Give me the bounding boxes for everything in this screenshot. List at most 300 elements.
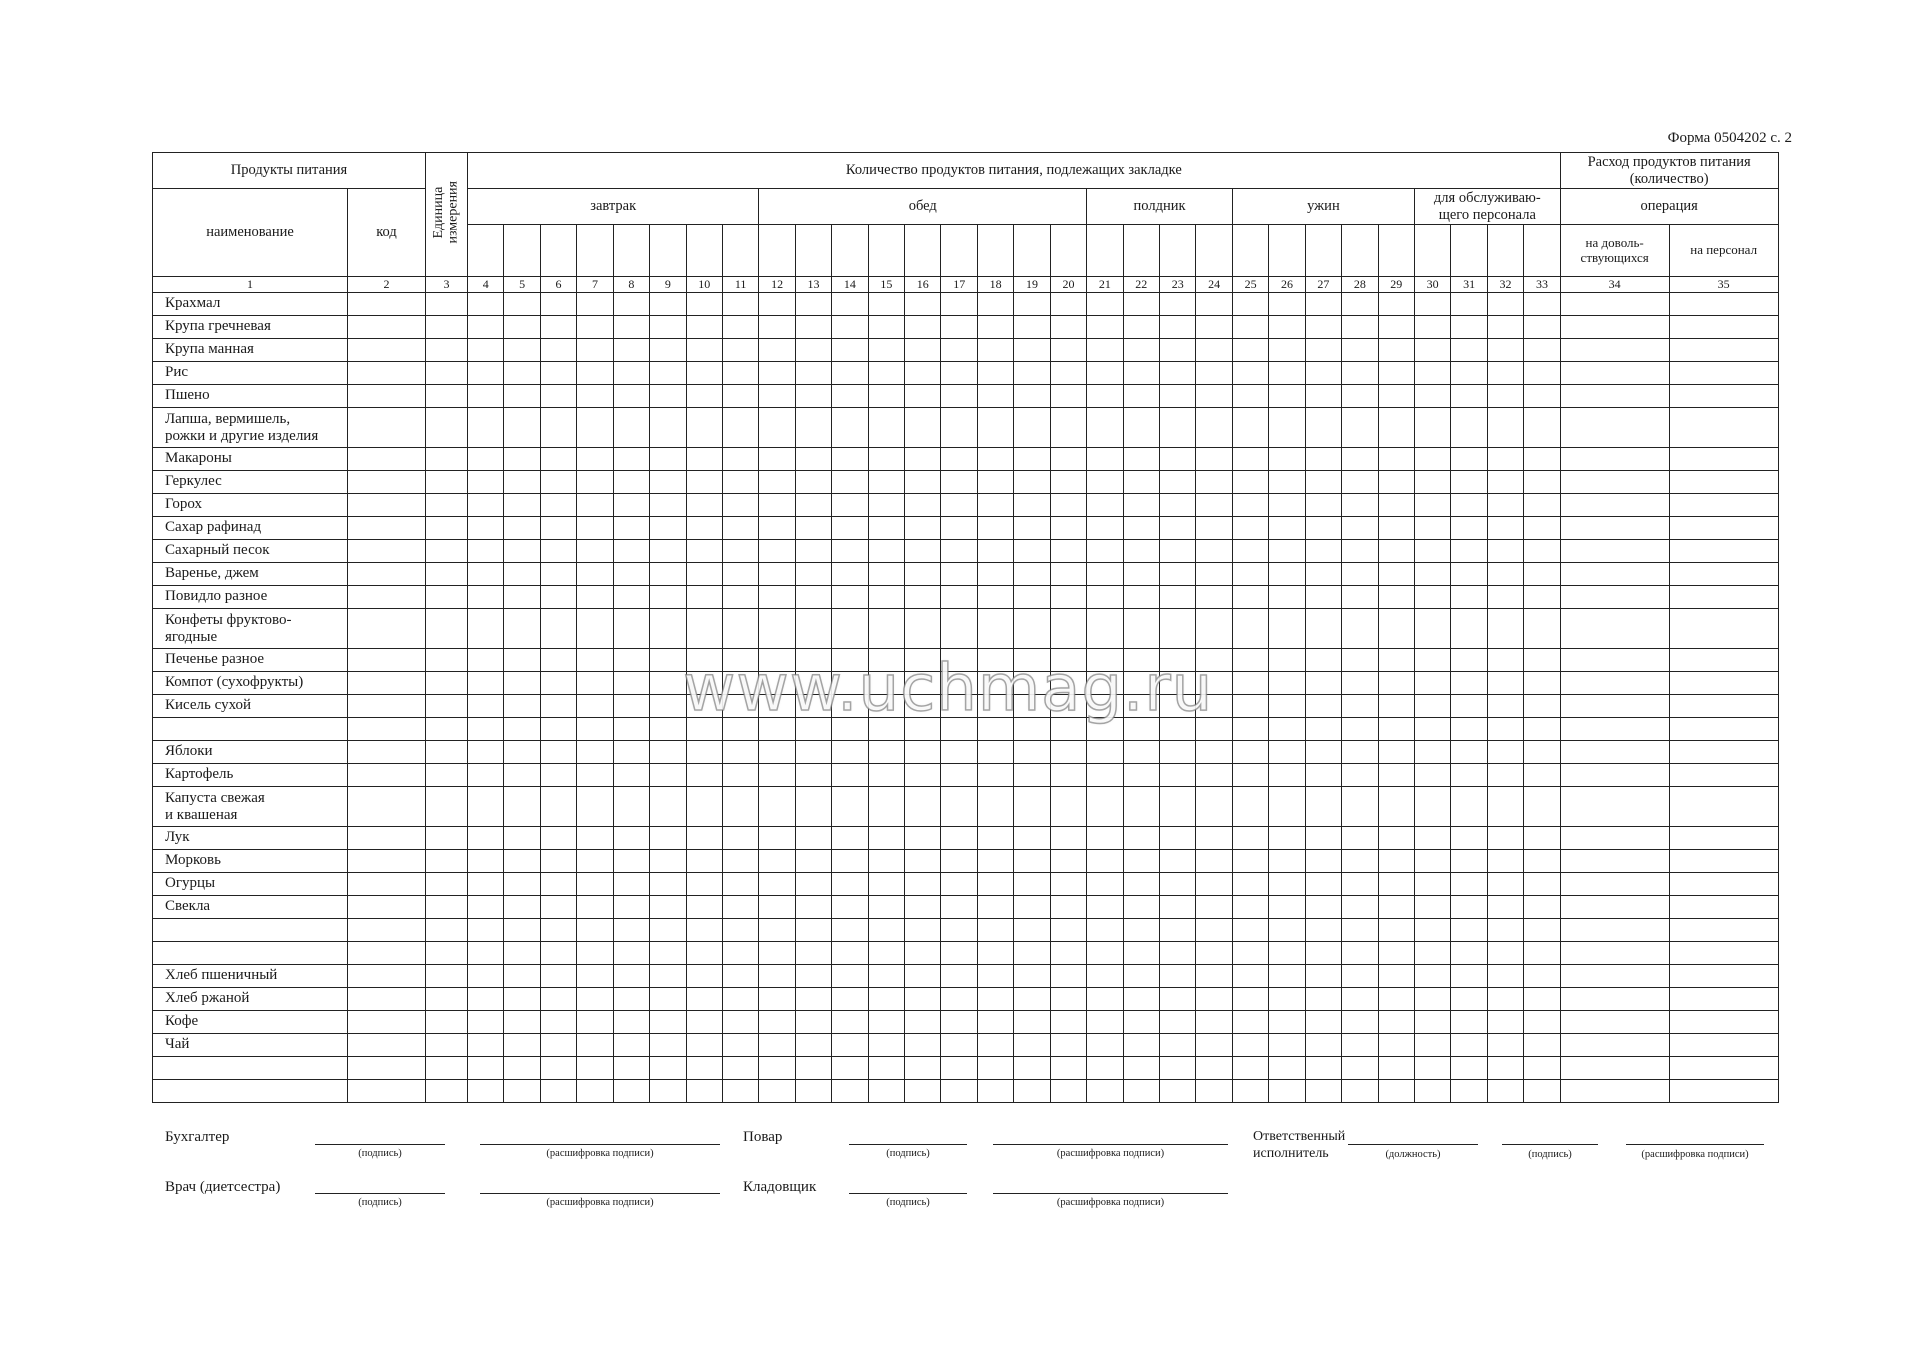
- value-cell[interactable]: [650, 741, 686, 764]
- cook-decode-line[interactable]: [993, 1144, 1228, 1145]
- value-cell[interactable]: [832, 339, 868, 362]
- value-cell[interactable]: [722, 339, 758, 362]
- value-cell[interactable]: [468, 764, 504, 787]
- value-cell[interactable]: [1232, 1034, 1268, 1057]
- value-cell[interactable]: [1087, 672, 1123, 695]
- value-cell[interactable]: [1342, 408, 1378, 448]
- value-cell[interactable]: [1050, 896, 1086, 919]
- value-cell[interactable]: [1451, 896, 1487, 919]
- value-cell[interactable]: [1232, 339, 1268, 362]
- value-cell[interactable]: [832, 965, 868, 988]
- value-cell[interactable]: [686, 919, 722, 942]
- value-cell[interactable]: [832, 293, 868, 316]
- value-cell[interactable]: [905, 718, 941, 741]
- value-cell[interactable]: [613, 316, 649, 339]
- value-cell[interactable]: [868, 764, 904, 787]
- value-cell[interactable]: [1232, 718, 1268, 741]
- value-cell[interactable]: [1524, 609, 1560, 649]
- value-cell[interactable]: [650, 850, 686, 873]
- value-cell[interactable]: [1123, 873, 1159, 896]
- value-cell[interactable]: [1232, 563, 1268, 586]
- value-cell[interactable]: [1524, 586, 1560, 609]
- value-cell[interactable]: [868, 741, 904, 764]
- value-cell[interactable]: [868, 339, 904, 362]
- value-cell[interactable]: [1669, 339, 1778, 362]
- value-cell[interactable]: [650, 764, 686, 787]
- value-cell[interactable]: [1560, 293, 1669, 316]
- value-cell[interactable]: [504, 448, 540, 471]
- value-cell[interactable]: [722, 586, 758, 609]
- value-cell[interactable]: [1342, 316, 1378, 339]
- value-cell[interactable]: [1305, 695, 1341, 718]
- value-cell[interactable]: [1269, 494, 1305, 517]
- value-cell[interactable]: [795, 787, 831, 827]
- value-cell[interactable]: [1560, 787, 1669, 827]
- value-cell[interactable]: [1087, 919, 1123, 942]
- value-cell[interactable]: [795, 408, 831, 448]
- value-cell[interactable]: [1123, 827, 1159, 850]
- unit-cell[interactable]: [426, 942, 468, 965]
- value-cell[interactable]: [905, 695, 941, 718]
- value-cell[interactable]: [650, 919, 686, 942]
- value-cell[interactable]: [1050, 672, 1086, 695]
- value-cell[interactable]: [1560, 448, 1669, 471]
- value-cell[interactable]: [977, 1034, 1013, 1057]
- value-cell[interactable]: [1451, 827, 1487, 850]
- value-cell[interactable]: [1560, 494, 1669, 517]
- value-cell[interactable]: [1305, 385, 1341, 408]
- value-cell[interactable]: [577, 649, 613, 672]
- unit-cell[interactable]: [426, 494, 468, 517]
- value-cell[interactable]: [868, 649, 904, 672]
- unit-cell[interactable]: [426, 988, 468, 1011]
- value-cell[interactable]: [650, 517, 686, 540]
- value-cell[interactable]: [759, 695, 795, 718]
- value-cell[interactable]: [722, 1057, 758, 1080]
- value-cell[interactable]: [1050, 408, 1086, 448]
- unit-cell[interactable]: [426, 362, 468, 385]
- value-cell[interactable]: [1305, 850, 1341, 873]
- value-cell[interactable]: [1269, 649, 1305, 672]
- value-cell[interactable]: [468, 1057, 504, 1080]
- value-cell[interactable]: [1014, 316, 1050, 339]
- value-cell[interactable]: [504, 718, 540, 741]
- unit-cell[interactable]: [426, 517, 468, 540]
- value-cell[interactable]: [1451, 448, 1487, 471]
- value-cell[interactable]: [977, 586, 1013, 609]
- value-cell[interactable]: [650, 896, 686, 919]
- value-cell[interactable]: [941, 1034, 977, 1057]
- value-cell[interactable]: [941, 672, 977, 695]
- value-cell[interactable]: [1487, 695, 1523, 718]
- responsible-signature-line[interactable]: [1502, 1144, 1598, 1145]
- value-cell[interactable]: [832, 1080, 868, 1103]
- value-cell[interactable]: [613, 385, 649, 408]
- value-cell[interactable]: [1487, 448, 1523, 471]
- value-cell[interactable]: [1123, 448, 1159, 471]
- value-cell[interactable]: [905, 741, 941, 764]
- value-cell[interactable]: [941, 316, 977, 339]
- value-cell[interactable]: [686, 362, 722, 385]
- value-cell[interactable]: [650, 942, 686, 965]
- value-cell[interactable]: [1087, 896, 1123, 919]
- value-cell[interactable]: [650, 718, 686, 741]
- value-cell[interactable]: [577, 471, 613, 494]
- unit-cell[interactable]: [426, 408, 468, 448]
- value-cell[interactable]: [1305, 1080, 1341, 1103]
- value-cell[interactable]: [504, 1034, 540, 1057]
- value-cell[interactable]: [905, 1080, 941, 1103]
- value-cell[interactable]: [1014, 1080, 1050, 1103]
- value-cell[interactable]: [977, 517, 1013, 540]
- value-cell[interactable]: [468, 1034, 504, 1057]
- value-cell[interactable]: [977, 672, 1013, 695]
- value-cell[interactable]: [1014, 586, 1050, 609]
- value-cell[interactable]: [1014, 563, 1050, 586]
- value-cell[interactable]: [1451, 988, 1487, 1011]
- value-cell[interactable]: [1378, 965, 1414, 988]
- value-cell[interactable]: [832, 827, 868, 850]
- value-cell[interactable]: [1451, 649, 1487, 672]
- value-cell[interactable]: [504, 896, 540, 919]
- value-cell[interactable]: [1560, 764, 1669, 787]
- code-cell[interactable]: [348, 965, 426, 988]
- value-cell[interactable]: [1196, 293, 1232, 316]
- value-cell[interactable]: [1232, 919, 1268, 942]
- value-cell[interactable]: [1196, 873, 1232, 896]
- value-cell[interactable]: [1451, 339, 1487, 362]
- value-cell[interactable]: [650, 408, 686, 448]
- value-cell[interactable]: [1305, 1011, 1341, 1034]
- value-cell[interactable]: [905, 563, 941, 586]
- value-cell[interactable]: [1196, 787, 1232, 827]
- value-cell[interactable]: [577, 873, 613, 896]
- value-cell[interactable]: [941, 517, 977, 540]
- value-cell[interactable]: [1414, 850, 1450, 873]
- value-cell[interactable]: [577, 827, 613, 850]
- value-cell[interactable]: [540, 517, 576, 540]
- value-cell[interactable]: [759, 896, 795, 919]
- value-cell[interactable]: [468, 919, 504, 942]
- value-cell[interactable]: [1342, 672, 1378, 695]
- value-cell[interactable]: [832, 362, 868, 385]
- value-cell[interactable]: [686, 586, 722, 609]
- value-cell[interactable]: [1050, 1057, 1086, 1080]
- value-cell[interactable]: [1196, 741, 1232, 764]
- doctor-signature-line[interactable]: [315, 1193, 445, 1194]
- value-cell[interactable]: [1560, 408, 1669, 448]
- value-cell[interactable]: [1451, 540, 1487, 563]
- value-cell[interactable]: [613, 764, 649, 787]
- value-cell[interactable]: [1123, 385, 1159, 408]
- value-cell[interactable]: [1487, 965, 1523, 988]
- value-cell[interactable]: [1524, 827, 1560, 850]
- value-cell[interactable]: [1451, 293, 1487, 316]
- value-cell[interactable]: [1669, 540, 1778, 563]
- value-cell[interactable]: [722, 741, 758, 764]
- value-cell[interactable]: [1305, 1057, 1341, 1080]
- value-cell[interactable]: [1014, 764, 1050, 787]
- value-cell[interactable]: [722, 385, 758, 408]
- value-cell[interactable]: [977, 293, 1013, 316]
- value-cell[interactable]: [1524, 1034, 1560, 1057]
- value-cell[interactable]: [1342, 718, 1378, 741]
- value-cell[interactable]: [1414, 695, 1450, 718]
- value-cell[interactable]: [795, 586, 831, 609]
- value-cell[interactable]: [905, 339, 941, 362]
- value-cell[interactable]: [722, 787, 758, 827]
- value-cell[interactable]: [1196, 448, 1232, 471]
- value-cell[interactable]: [1487, 942, 1523, 965]
- value-cell[interactable]: [468, 850, 504, 873]
- value-cell[interactable]: [1305, 919, 1341, 942]
- value-cell[interactable]: [504, 1057, 540, 1080]
- value-cell[interactable]: [1232, 408, 1268, 448]
- value-cell[interactable]: [1669, 293, 1778, 316]
- value-cell[interactable]: [905, 942, 941, 965]
- value-cell[interactable]: [1378, 540, 1414, 563]
- value-cell[interactable]: [1487, 1057, 1523, 1080]
- value-cell[interactable]: [1560, 517, 1669, 540]
- value-cell[interactable]: [1014, 1057, 1050, 1080]
- value-cell[interactable]: [1451, 1057, 1487, 1080]
- value-cell[interactable]: [686, 540, 722, 563]
- value-cell[interactable]: [1378, 316, 1414, 339]
- value-cell[interactable]: [1378, 741, 1414, 764]
- value-cell[interactable]: [1087, 494, 1123, 517]
- value-cell[interactable]: [1087, 942, 1123, 965]
- value-cell[interactable]: [468, 339, 504, 362]
- value-cell[interactable]: [1123, 586, 1159, 609]
- value-cell[interactable]: [1414, 316, 1450, 339]
- value-cell[interactable]: [1451, 316, 1487, 339]
- value-cell[interactable]: [1378, 827, 1414, 850]
- value-cell[interactable]: [1378, 718, 1414, 741]
- value-cell[interactable]: [540, 672, 576, 695]
- value-cell[interactable]: [504, 764, 540, 787]
- value-cell[interactable]: [1269, 385, 1305, 408]
- value-cell[interactable]: [1342, 787, 1378, 827]
- value-cell[interactable]: [468, 586, 504, 609]
- value-cell[interactable]: [1414, 1034, 1450, 1057]
- value-cell[interactable]: [540, 764, 576, 787]
- value-cell[interactable]: [613, 718, 649, 741]
- value-cell[interactable]: [1050, 1011, 1086, 1034]
- value-cell[interactable]: [759, 517, 795, 540]
- value-cell[interactable]: [468, 695, 504, 718]
- value-cell[interactable]: [1560, 362, 1669, 385]
- value-cell[interactable]: [1123, 408, 1159, 448]
- code-cell[interactable]: [348, 764, 426, 787]
- value-cell[interactable]: [1451, 787, 1487, 827]
- value-cell[interactable]: [1232, 1080, 1268, 1103]
- value-cell[interactable]: [977, 448, 1013, 471]
- value-cell[interactable]: [1014, 471, 1050, 494]
- value-cell[interactable]: [1342, 965, 1378, 988]
- code-cell[interactable]: [348, 649, 426, 672]
- value-cell[interactable]: [832, 586, 868, 609]
- value-cell[interactable]: [686, 385, 722, 408]
- value-cell[interactable]: [540, 850, 576, 873]
- value-cell[interactable]: [1123, 1080, 1159, 1103]
- value-cell[interactable]: [1560, 563, 1669, 586]
- value-cell[interactable]: [1451, 1034, 1487, 1057]
- value-cell[interactable]: [941, 540, 977, 563]
- value-cell[interactable]: [759, 448, 795, 471]
- value-cell[interactable]: [1342, 850, 1378, 873]
- value-cell[interactable]: [868, 471, 904, 494]
- value-cell[interactable]: [540, 316, 576, 339]
- value-cell[interactable]: [759, 919, 795, 942]
- value-cell[interactable]: [977, 988, 1013, 1011]
- value-cell[interactable]: [1451, 517, 1487, 540]
- value-cell[interactable]: [1123, 896, 1159, 919]
- value-cell[interactable]: [468, 408, 504, 448]
- value-cell[interactable]: [795, 339, 831, 362]
- value-cell[interactable]: [1524, 408, 1560, 448]
- code-cell[interactable]: [348, 586, 426, 609]
- value-cell[interactable]: [1014, 339, 1050, 362]
- value-cell[interactable]: [540, 718, 576, 741]
- value-cell[interactable]: [686, 408, 722, 448]
- value-cell[interactable]: [868, 787, 904, 827]
- value-cell[interactable]: [1669, 873, 1778, 896]
- unit-cell[interactable]: [426, 586, 468, 609]
- value-cell[interactable]: [1560, 385, 1669, 408]
- value-cell[interactable]: [1050, 362, 1086, 385]
- unit-cell[interactable]: [426, 609, 468, 649]
- value-cell[interactable]: [1560, 942, 1669, 965]
- value-cell[interactable]: [832, 764, 868, 787]
- accountant-decode-line[interactable]: [480, 1144, 720, 1145]
- value-cell[interactable]: [1160, 649, 1196, 672]
- value-cell[interactable]: [941, 609, 977, 649]
- value-cell[interactable]: [795, 672, 831, 695]
- code-cell[interactable]: [348, 827, 426, 850]
- value-cell[interactable]: [977, 316, 1013, 339]
- value-cell[interactable]: [722, 1034, 758, 1057]
- value-cell[interactable]: [941, 965, 977, 988]
- value-cell[interactable]: [504, 293, 540, 316]
- value-cell[interactable]: [1378, 408, 1414, 448]
- value-cell[interactable]: [832, 919, 868, 942]
- value-cell[interactable]: [468, 672, 504, 695]
- value-cell[interactable]: [832, 471, 868, 494]
- value-cell[interactable]: [1560, 965, 1669, 988]
- value-cell[interactable]: [540, 787, 576, 827]
- value-cell[interactable]: [1123, 965, 1159, 988]
- value-cell[interactable]: [613, 965, 649, 988]
- code-cell[interactable]: [348, 919, 426, 942]
- value-cell[interactable]: [941, 448, 977, 471]
- storekeeper-decode-line[interactable]: [993, 1193, 1228, 1194]
- value-cell[interactable]: [613, 517, 649, 540]
- value-cell[interactable]: [1014, 494, 1050, 517]
- value-cell[interactable]: [759, 586, 795, 609]
- value-cell[interactable]: [1524, 448, 1560, 471]
- doctor-decode-line[interactable]: [480, 1193, 720, 1194]
- value-cell[interactable]: [1342, 942, 1378, 965]
- value-cell[interactable]: [1342, 873, 1378, 896]
- value-cell[interactable]: [941, 896, 977, 919]
- value-cell[interactable]: [1160, 850, 1196, 873]
- value-cell[interactable]: [722, 609, 758, 649]
- value-cell[interactable]: [1014, 1011, 1050, 1034]
- value-cell[interactable]: [1269, 919, 1305, 942]
- value-cell[interactable]: [832, 448, 868, 471]
- value-cell[interactable]: [1524, 695, 1560, 718]
- value-cell[interactable]: [1414, 1011, 1450, 1034]
- value-cell[interactable]: [832, 850, 868, 873]
- value-cell[interactable]: [1160, 896, 1196, 919]
- value-cell[interactable]: [540, 385, 576, 408]
- code-cell[interactable]: [348, 471, 426, 494]
- value-cell[interactable]: [905, 787, 941, 827]
- value-cell[interactable]: [1232, 672, 1268, 695]
- value-cell[interactable]: [504, 609, 540, 649]
- value-cell[interactable]: [1378, 1057, 1414, 1080]
- value-cell[interactable]: [1669, 827, 1778, 850]
- value-cell[interactable]: [504, 339, 540, 362]
- value-cell[interactable]: [1160, 787, 1196, 827]
- value-cell[interactable]: [468, 540, 504, 563]
- value-cell[interactable]: [795, 649, 831, 672]
- value-cell[interactable]: [1669, 517, 1778, 540]
- value-cell[interactable]: [1087, 965, 1123, 988]
- value-cell[interactable]: [1269, 316, 1305, 339]
- value-cell[interactable]: [868, 896, 904, 919]
- value-cell[interactable]: [686, 695, 722, 718]
- value-cell[interactable]: [1123, 540, 1159, 563]
- value-cell[interactable]: [722, 1011, 758, 1034]
- value-cell[interactable]: [977, 649, 1013, 672]
- value-cell[interactable]: [1196, 718, 1232, 741]
- value-cell[interactable]: [1014, 293, 1050, 316]
- value-cell[interactable]: [577, 1080, 613, 1103]
- value-cell[interactable]: [1305, 293, 1341, 316]
- value-cell[interactable]: [1269, 672, 1305, 695]
- unit-cell[interactable]: [426, 649, 468, 672]
- value-cell[interactable]: [1524, 1080, 1560, 1103]
- value-cell[interactable]: [1414, 896, 1450, 919]
- value-cell[interactable]: [1378, 609, 1414, 649]
- value-cell[interactable]: [1232, 362, 1268, 385]
- value-cell[interactable]: [1305, 873, 1341, 896]
- value-cell[interactable]: [650, 339, 686, 362]
- code-cell[interactable]: [348, 339, 426, 362]
- value-cell[interactable]: [1269, 339, 1305, 362]
- value-cell[interactable]: [868, 517, 904, 540]
- value-cell[interactable]: [686, 471, 722, 494]
- value-cell[interactable]: [650, 1011, 686, 1034]
- value-cell[interactable]: [832, 1034, 868, 1057]
- value-cell[interactable]: [686, 293, 722, 316]
- value-cell[interactable]: [1232, 649, 1268, 672]
- value-cell[interactable]: [941, 293, 977, 316]
- value-cell[interactable]: [1524, 517, 1560, 540]
- value-cell[interactable]: [504, 850, 540, 873]
- value-cell[interactable]: [540, 448, 576, 471]
- value-cell[interactable]: [1232, 609, 1268, 649]
- value-cell[interactable]: [1087, 873, 1123, 896]
- unit-cell[interactable]: [426, 850, 468, 873]
- value-cell[interactable]: [613, 1080, 649, 1103]
- value-cell[interactable]: [540, 873, 576, 896]
- value-cell[interactable]: [650, 672, 686, 695]
- value-cell[interactable]: [1487, 316, 1523, 339]
- value-cell[interactable]: [795, 1011, 831, 1034]
- value-cell[interactable]: [1123, 1034, 1159, 1057]
